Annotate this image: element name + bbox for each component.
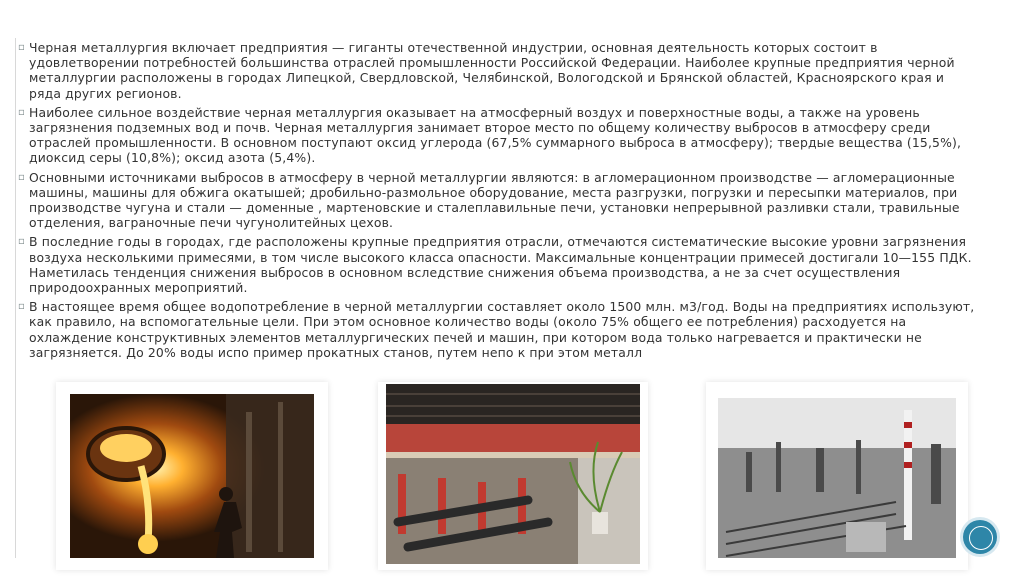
- paragraph-3: [18, 170, 978, 231]
- paragraph-2: [18, 105, 978, 166]
- bullet-icon: ▫: [18, 106, 25, 118]
- factory-hall-photo: [378, 382, 648, 570]
- slide-text: [18, 40, 978, 364]
- steel-pouring-photo: [56, 382, 328, 570]
- paragraph-1: [18, 40, 978, 101]
- bullet-icon: ▫: [18, 171, 25, 183]
- paragraph-5: [18, 299, 978, 360]
- industrial-plant-photo: [706, 382, 968, 570]
- paragraph-text: В последние годы в городах, где расположены крупные предприятия отрасли, отмечаются систематические высокие уровни загрязнения воздуха несколькими примесями, в том числе высокого класса опасности. Максимальные концентрации примесей достигали 10—155 ПДК. Наметилась тенденция снижения выбросов в основном вследствие снижения объема производства, а не за счет осуществления природоохранных мероприятий.: [29, 234, 972, 296]
- industrial-plant-image: [706, 382, 968, 570]
- bullet-icon: ▫: [18, 236, 25, 248]
- paragraph-4: [18, 234, 978, 295]
- left-rule: [15, 38, 16, 558]
- paragraph-text: Основными источниками выбросов в атмосферу в черной металлургии являются: в агломерационном производстве — агломерационные машины, машины для обжига окатышей; дробильно-размольное оборудование, места разгрузки, погрузки и пересыпки материалов, при производстве чугуна и стали — доменные , мартеновские и сталеплавильные печи, установки непрерывной разливки стали, травильные отделения, вагранoчные печи чугунолитейных цехов.: [29, 169, 960, 231]
- circle-icon: [969, 526, 993, 550]
- paragraph-text: Черная металлургия включает предприятия — гиганты отечественной индустрии, основная деятельность которых состоит в удовлетворении потребностей большинства отраслей промышленности Российской Федерации. Наиболее крупные предприятия черной металлургии расположены в городах Липецкой, Свердловской, Челябинской, Вологодской и Брянской областей, Красноярского края и ряда других регионов.: [29, 40, 955, 101]
- next-slide-button[interactable]: [963, 520, 997, 554]
- paragraph-text: В настоящее время общее водопотребление в черной металлургии составляет около 1500 млн. м3/год. Воды на предприятиях используют, как правило, на вспомогательные цели. При этом основное количество воды (около 75% общего ее потребления) расходуется на охлаждение конструктивных элементов металлургических печей и машин, при котором вода только нагревается и практически не загрязняется. До 20% воды испо пример прокатных станов, путем непо к при этом металл: [29, 299, 975, 360]
- steel-pouring-image: [56, 382, 328, 570]
- bullet-icon: ▫: [18, 301, 25, 313]
- paragraph-text: Наиболее сильное воздействие черная металлургия оказывает на атмосферный воздух и поверхностные воды, а также на уровень загрязнения подземных вод и почв. Черная металлургия занимает второе место по общему количеству выбросов в атмосферу среди отраслей промышленности. В основном поступают оксид углерода (67,5% суммарного выброса в атмосферу); твердые вещества (15,5%), диоксид серы (10,8%); оксид азота (5,4%).: [29, 104, 962, 166]
- factory-hall-image: [378, 382, 648, 570]
- bullet-icon: ▫: [18, 42, 25, 53]
